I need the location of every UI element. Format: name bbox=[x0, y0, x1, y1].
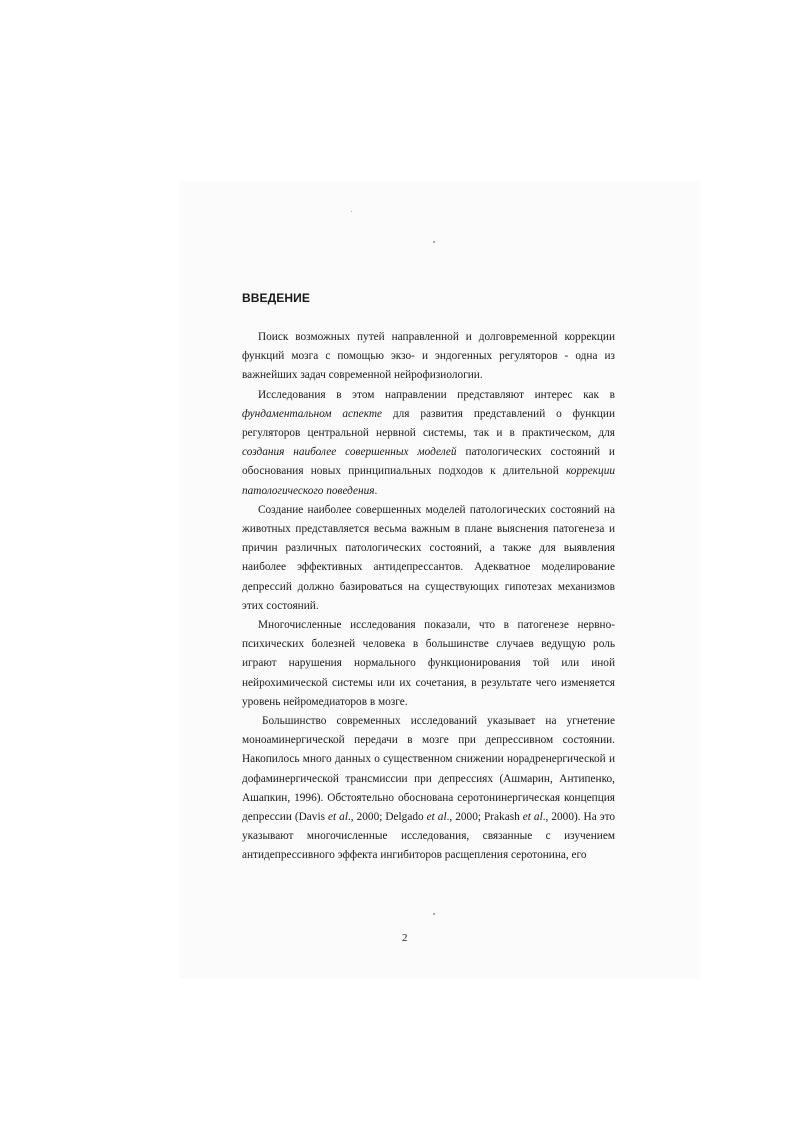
paragraph bbox=[242, 616, 615, 712]
text-run: для развития представлений о функции регуляторов центральной нервной системы, так и в практическом, для bbox=[242, 407, 615, 440]
text-run: ., 2000; Delgado bbox=[347, 811, 427, 824]
text-run: патологических состояний и обоснования новых принципиальных подходов к длительной bbox=[242, 446, 615, 478]
italic-text-run: et al bbox=[426, 811, 447, 824]
italic-text-run: et al bbox=[328, 811, 348, 824]
body-text bbox=[242, 328, 615, 866]
text-run: Создание наиболее совершенных моделей патологических состояний на животных представляется весьма важным в плане выяснения патогенеза и причин различных патологических состояний, а также для выявления наиболее эффективных антидепрессантов. Адекватное моделирование депрессий должно базироваться на существующих гипотезах механизмов этих состояний. bbox=[242, 503, 615, 612]
page-number: 2 bbox=[402, 932, 408, 944]
scan-speck bbox=[433, 913, 435, 915]
text-run: Большинство современных исследований указывает на угнетение моноаминергической передачи в мозге при депрессивном состоянии. Накопилось много данных о существенном снижении норадренергической и дофаминергической трансмиссии при депрессиях (Ашмарин, Антипенко, Ашапкин, 1996). Обстоятельно обоснована серотонинергическая концепция депрессии (Davis bbox=[242, 715, 615, 824]
paragraph bbox=[242, 712, 615, 866]
italic-text-run: et al bbox=[522, 811, 543, 824]
paragraph bbox=[242, 501, 615, 616]
text-run: Поиск возможных путей направленной и долговременной коррекции функций мозга с помощью экзо- и эндогенных регуляторов - одна из важнейших задач современной нейрофизиологии. bbox=[242, 331, 615, 382]
text-run: . bbox=[374, 484, 378, 497]
paragraph bbox=[242, 386, 615, 501]
section-heading: ВВЕДЕНИЕ bbox=[242, 291, 310, 305]
italic-text-run: фундаментальном аспекте bbox=[242, 407, 382, 420]
scan-speck bbox=[433, 241, 435, 243]
italic-text-run: создания наиболее совершенных моделей bbox=[242, 446, 457, 459]
paragraph bbox=[242, 328, 615, 386]
text-run: ., 2000). На это указывают многочисленные исследования, связанные с изучением антидепрессивного эффекта ингибиторов расщепления серотонина, его bbox=[242, 811, 616, 862]
text-run: Исследования в этом направлении представляют интерес как в bbox=[258, 388, 615, 401]
italic-text-run: коррекции патологического поведения bbox=[242, 465, 615, 497]
text-run: Многочисленные исследования показали, что в патогенезе нервно-психических болезней человека в большинстве случаев ведущую роль играют нарушения нормального функционирования той или иной нейрохимической системы или их сочетания, в результате чего изменяется уровень нейромедиаторов в мозге. bbox=[242, 619, 615, 708]
text-run: ., 2000; Prakash bbox=[446, 811, 523, 824]
scan-speck bbox=[351, 211, 352, 212]
